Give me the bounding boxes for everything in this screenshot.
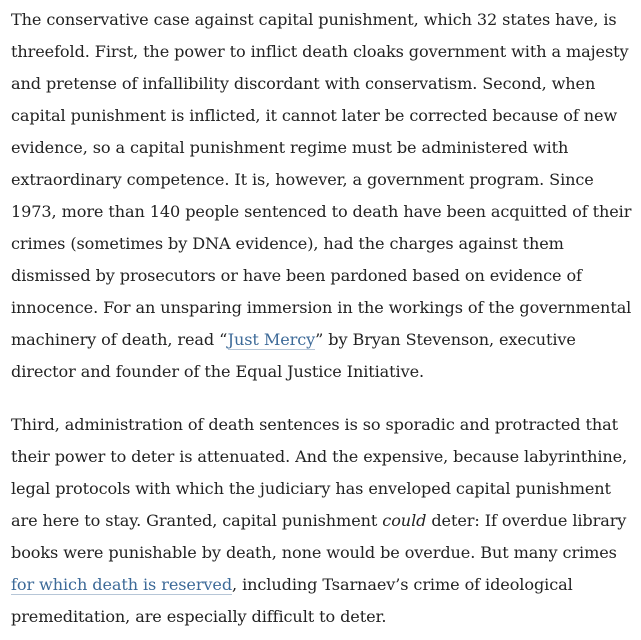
death-reserved-crimes-link[interactable]: for which death is reserved — [11, 575, 233, 594]
paragraph-text: deter: If overdue library books were punishable by death, none would be overdue. But many crimes — [11, 511, 627, 562]
paragraph-text: The conservative case against capital punishment, which 32 states have, is threefold. First, the power to inflict death cloaks government with a majesty and pretense of infallibility discordant with conservatism. Second, when capital punishment is inflicted, it cannot later be corrected because of new evidence, so a capital punishment regime must be administered with extraordinary competence. It is, however, a government program. Since 1973, more than 140 people sentenced to death have been acquitted of their crimes (sometimes by DNA evidence), had the charges against them dismissed by prosecutors or have been pardoned based on evidence of innocence. For an unsparing immersion in the workings of the governmental machinery of death, read “ — [11, 10, 632, 349]
article-paragraph-2 — [11, 409, 637, 633]
just-mercy-link[interactable]: Just Mercy — [227, 330, 316, 349]
article-paragraph-1 — [11, 4, 637, 388]
emphasized-word: could — [382, 511, 427, 530]
article-body — [11, 4, 637, 633]
paragraph-text: Third, administration of death sentences is so sporadic and protracted that their power to deter is attenuated. And the expensive, because labyrinthine, legal protocols with which the judiciary has enveloped capital punishment are here to stay. Granted, capital punishment — [11, 415, 628, 530]
paragraph-text: ” by Bryan Stevenson, executive director and founder of the Equal Justice Initiative. — [11, 330, 576, 381]
paragraph-text: , including Tsarnaev’s crime of ideological premeditation, are especially difficult to deter. — [11, 575, 573, 626]
